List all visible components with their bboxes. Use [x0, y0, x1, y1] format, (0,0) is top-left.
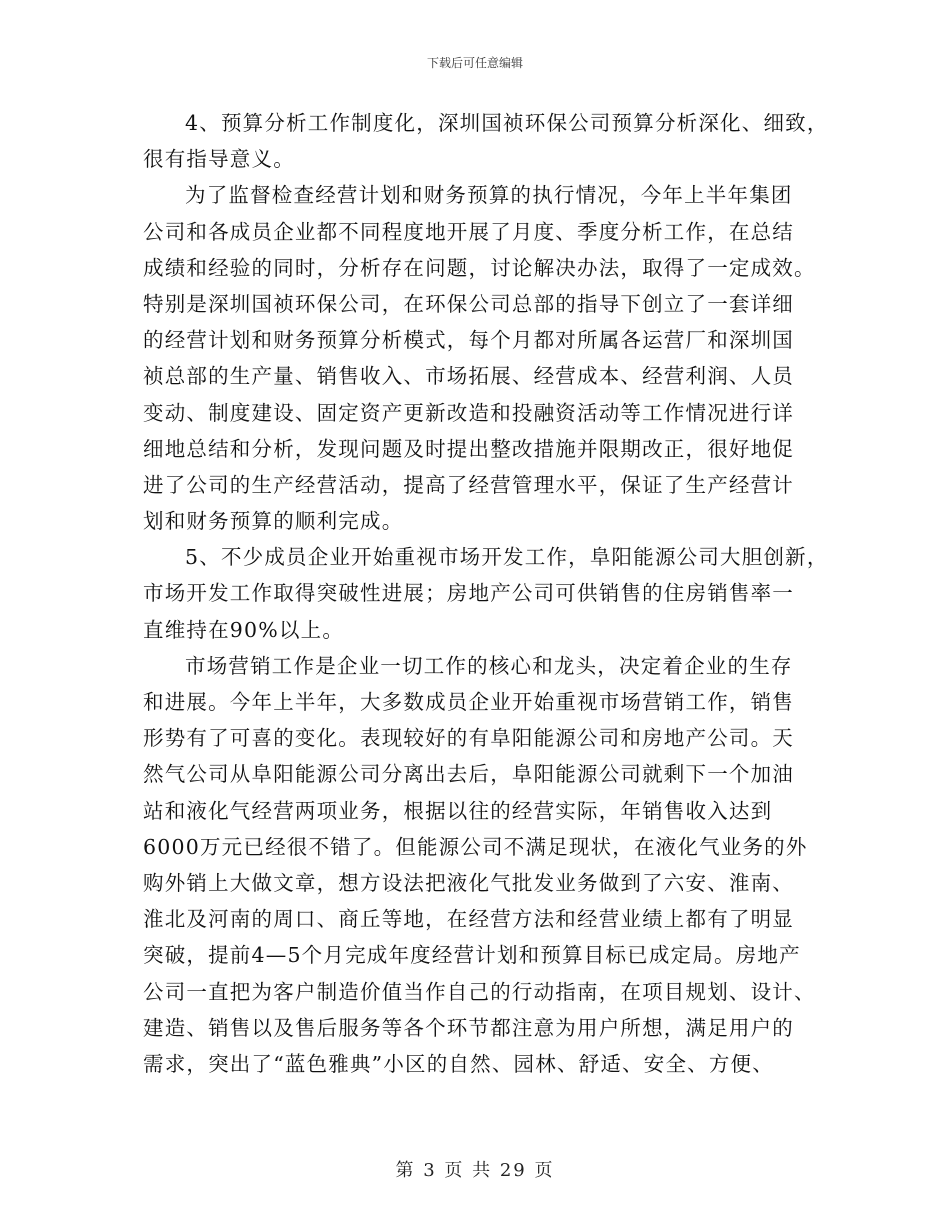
text-line: 公司一直把为客户制造价值当作自己的行动指南，在项目规划、设计、 [143, 979, 816, 1004]
text-line: 建造、销售以及售后服务等各个环节都注意为用户所想，满足用户的 [143, 1015, 794, 1040]
text-line: 的经营计划和财务预算分析模式，每个月都对所属各运营厂和深圳国 [143, 328, 794, 353]
text-line: 需求，突出了“蓝色雅典”小区的自然、园林、舒适、安全、方便、 [143, 1051, 774, 1076]
text-line: 公司和各成员企业都不同程度地开展了月度、季度分析工作，在总结 [143, 219, 794, 244]
paragraph-supervision [143, 177, 816, 539]
text-line: 直维持在90%以上。 [143, 617, 345, 642]
text-line: 然气公司从阜阳能源公司分离出去后，阜阳能源公司就剩下一个加油 [143, 762, 794, 787]
text-line: 和进展。今年上半年，大多数成员企业开始重视市场营销工作，销售 [143, 690, 794, 714]
text-line: 祯总部的生产量、销售收入、市场拓展、经营成本、经营利润、人员 [143, 364, 794, 389]
text-line: 变动、制度建设、固定资产更新改造和投融资活动等工作情况进行详 [143, 400, 794, 425]
text-line: 进了公司的生产经营活动，提高了经营管理水平，保证了生产经营计 [143, 472, 794, 497]
paragraph-budget-analysis [143, 105, 829, 177]
text-line: 为了监督检查经营计划和财务预算的执行情况，今年上半年集团 [185, 183, 793, 208]
text-line: 4、预算分析工作制度化，深圳国祯环保公司预算分析深化、细致， [185, 111, 829, 135]
text-line: 特别是深圳国祯环保公司，在环保公司总部的指导下创立了一套详细 [143, 291, 794, 316]
text-line: 形势有了可喜的变化。表现较好的有阜阳能源公司和房地产公司。天 [143, 726, 794, 751]
text-line: 很有指导意义。 [143, 147, 295, 172]
text-line: 细地总结和分析，发现问题及时提出整改措施并限期改正，很好地促 [143, 436, 794, 461]
text-line: 6000万元已经很不错了。但能源公司不满足现状，在液化气业务的外 [143, 834, 808, 859]
page-number-footer: 第 3 页 共 29 页 [395, 1160, 555, 1181]
document-body [143, 105, 829, 1082]
text-line: 突破，提前4—5个月完成年度经营计划和预算目标已成定局。房地产 [143, 943, 801, 968]
text-line: 5、不少成员企业开始重视市场开发工作，阜阳能源公司大胆创新， [185, 545, 829, 570]
page-header: 下载后可任意编辑 [426, 56, 523, 70]
text-line: 市场营销工作是企业一切工作的核心和龙头，决定着企业的生存 [185, 653, 793, 678]
text-line: 成绩和经验的同时，分析存在问题，讨论解决办法，取得了一定成效。 [143, 255, 816, 280]
paragraph-market-development [143, 539, 829, 648]
text-line: 划和财务预算的顺利完成。 [143, 509, 404, 534]
text-line: 购外销上大做文章，想方设法把液化气批发业务做到了六安、淮南、 [143, 870, 794, 895]
text-line: 市场开发工作取得突破性进展；房地产公司可供销售的住房销售率一 [143, 581, 794, 606]
text-line: 站和液化气经营两项业务，根据以往的经营实际，年销售收入达到 [143, 798, 773, 823]
paragraph-marketing [143, 648, 816, 1082]
text-line: 淮北及河南的周口、商丘等地，在经营方法和经营业绩上都有了明显 [143, 907, 794, 932]
